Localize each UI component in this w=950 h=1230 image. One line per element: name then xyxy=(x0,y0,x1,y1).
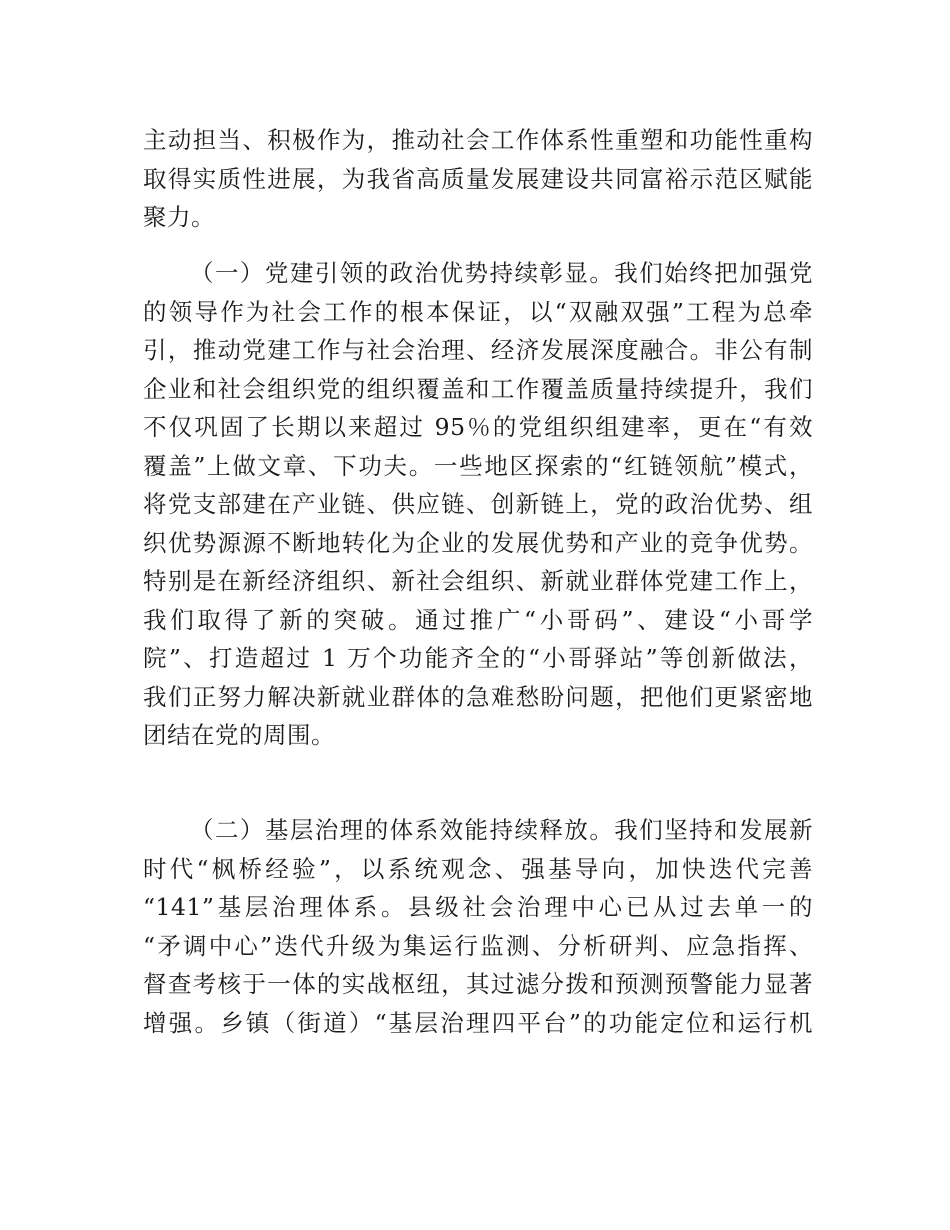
paragraph-intro xyxy=(143,121,813,237)
text-line: 我们正努力解决新就业群体的急难愁盼问题，把他们更紧密地 xyxy=(143,682,813,711)
text-line: 的领导作为社会工作的根本保证，以“双融双强”工程为总牵 xyxy=(143,297,813,326)
text-line: 我们取得了新的突破。通过推广“小哥码”、建设“小哥学 xyxy=(143,605,813,634)
text-line: 特别是在新经济组织、新社会组织、新就业群体党建工作上， xyxy=(143,567,813,595)
text-line: 将党支部建在产业链、供应链、创新链上，党的政治优势、组 xyxy=(143,490,813,518)
text-line: 不仅巩固了长期以来超过 95％的党组织组建率，更在“有效 xyxy=(143,413,813,441)
text-line: “141”基层治理体系。县级社会治理中心已从过去单一的 xyxy=(143,893,813,921)
text-line: 院”、打造超过 1 万个功能齐全的“小哥驿站”等创新做法， xyxy=(143,644,813,672)
text-line: 企业和社会组织党的组织覆盖和工作覆盖质量持续提升，我们 xyxy=(143,374,813,403)
paragraph-party-building xyxy=(143,254,813,755)
text-line: 引，推动党建工作与社会治理、经济发展深度融合。非公有制 xyxy=(143,336,813,364)
text-line: 聚力。 xyxy=(143,203,215,231)
text-line: 织优势源源不断地转化为企业的发展优势和产业的竞争优势。 xyxy=(143,528,813,557)
paragraph-grassroots-governance xyxy=(143,811,813,1042)
text-line: 主动担当、积极作为，推动社会工作体系性重塑和功能性重构 xyxy=(143,126,813,154)
text-line: 督查考核于一体的实战枢纽，其过滤分拨和预测预警能力显著 xyxy=(143,970,813,998)
text-line: “矛调中心”迭代升级为集运行监测、分析研判、应急指挥、 xyxy=(143,931,813,960)
text-line: 增强。乡镇（街道）“基层治理四平台”的功能定位和运行机 xyxy=(143,1008,813,1037)
text-line: （二）基层治理的体系效能持续释放。我们坚持和发展新 xyxy=(190,816,813,844)
text-line: （一）党建引领的政治优势持续彰显。我们始终把加强党 xyxy=(190,259,813,287)
text-line: 团结在党的周围。 xyxy=(143,721,335,749)
text-line: 时代“枫桥经验”，以系统观念、强基导向，加快迭代完善 xyxy=(143,854,813,883)
text-line: 取得实质性进展，为我省高质量发展建设共同富裕示范区赋能 xyxy=(143,164,813,193)
text-line: 覆盖”上做文章、下功夫。一些地区探索的“红链领航”模式， xyxy=(143,451,813,480)
